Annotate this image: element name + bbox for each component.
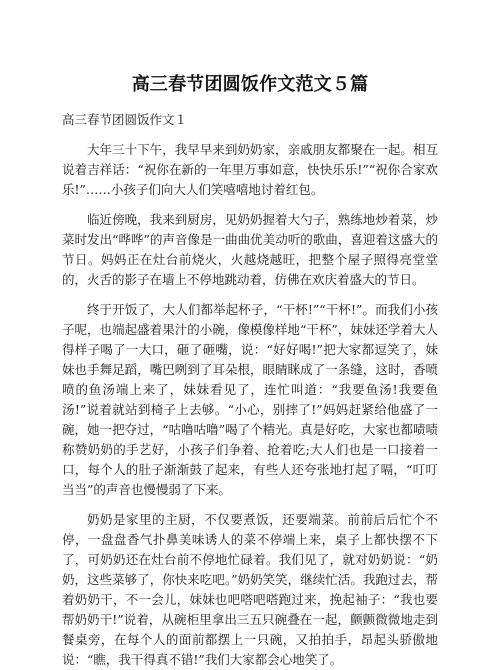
paragraph-3: 终于开饭了，大人们都举起杯子，“干杯!”“干杯!”。而我们小孩子呢，也端起盛着果汁的小碗，像模像样地“干杯”，妹妹还学着大人得样子喝了一大口，砸了砸嘴，说：“好好喝!”把大家都逗笑了，妹妹也手舞足蹈，嘴巴咧到了耳朵根，眼睛眯成了一条缝，这时，香喷喷的鱼汤端上来了，妹妹看见了，连忙叫道：“我要鱼汤!我要鱼汤!”说着就站到椅子上去够。“小心，别摔了!”妈妈赶紧给他盛了一碗，她一把夺过，“咕噜咕噜”喝了个精光。真是好吃，大家也都啧啧称赞奶奶的手艺好，小孩子们争着、抢着吃;大人们也是一口接着一口，每个人的肚子渐渐鼓了起来，有些人还夸张地打起了嗝，“叮叮当当”的声音也慢慢弱了下来。 (62, 302, 438, 497)
document-subtitle: 高三春节团圆饭作文１ (62, 112, 188, 127)
paragraph-1: 大年三十下午，我早早来到奶奶家，亲戚朋友都聚在一起。相互说着吉祥话：“祝你在新的一年里万事如意，快快乐乐!”“祝你合家欢乐!”……小孩子们向大人们笑嘻嘻地讨着红包。 (62, 142, 438, 197)
paragraph-2: 临近傍晚，我来到厨房，见奶奶握着大勺子，熟练地炒着菜，炒菜时发出“哗哗”的声音像是一曲曲优美动听的歌曲，喜迎着这盛大的节日。妈妈正在灶台前烧火，火越烧越旺，把整个屋子照得亮堂堂的，火舌的影子在墙上不停地跳动着，仿佛在欢庆着盛大的节日。 (62, 212, 438, 287)
paragraph-4: 奶奶是家里的主厨，不仅要煮饭，还要端菜。前前后后忙个不停，一盘盘香气扑鼻美味诱人的菜不停端上来，桌子上都快摆不下了，可奶奶还在灶台前不停地忙碌着。我们见了，就对奶奶说：“奶奶，这些菜够了，你快来吃吧。”奶奶笑笑，继续忙活。我跑过去，帮着奶奶干，不一会儿，妹妹也吧嗒吧嗒跑过来，挽起袖子：“我也要帮奶奶干!”说着，从碗柜里拿出三五只碗叠在一起，颤颤微微地走到餐桌旁，在每个人的面前都摆上一只碗，又拍拍手，昂起头骄傲地说：“瞧，我干得真不错!”我们大家都会心地笑了。 (62, 512, 438, 667)
document-title: 高三春节团圆饭作文范文５篇 (131, 74, 369, 95)
